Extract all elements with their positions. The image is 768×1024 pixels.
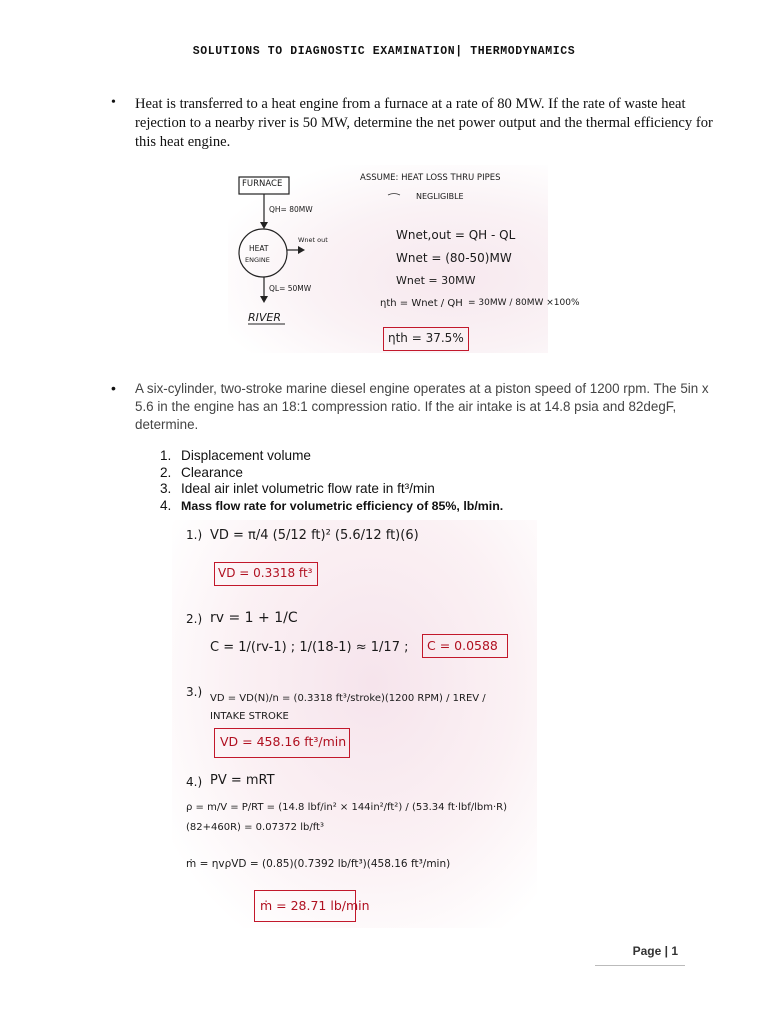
step-4-result: ṁ = 28.71 lb/min xyxy=(260,898,370,913)
page-header: SOLUTIONS TO DIAGNOSTIC EXAMINATION| THERMODYNAMICS xyxy=(192,45,576,58)
step-1-result: VD = 0.3318 ft³ xyxy=(218,566,313,580)
step-1-equation: VD = π/4 (5/12 ft)² (5.6/12 ft)(6) xyxy=(210,528,419,543)
step-3-result: VD = 458.16 ft³/min xyxy=(220,734,347,749)
assume-line-1: ASSUME: HEAT LOSS THRU PIPES xyxy=(360,173,501,183)
step-4-equation-3: ṁ = ηvρVD = (0.85)(0.7392 lb/ft³)(458.16 ft³/min) xyxy=(186,858,451,870)
step-4-equation-1: PV = mRT xyxy=(210,773,275,788)
step-2-equation-1: rv = 1 + 1/C xyxy=(210,610,298,626)
list-item: 2. Clearance xyxy=(160,464,243,480)
heat-engine-solution-figure xyxy=(228,165,580,353)
question-2 xyxy=(111,380,715,434)
list-item: 3. Ideal air inlet volumetric flow rate in ft³/min xyxy=(160,481,435,496)
page-number: Page | 1 xyxy=(632,944,678,958)
footer-divider xyxy=(595,965,685,966)
step-4-equation-2: ρ = m/V = P/RT = (14.8 lbf/in² × 144in²/ft²) / (53.34 ft·lbf/lbm·R)(82+460R) = 0.07372 lb/ft³ xyxy=(186,802,508,833)
step-3-equation: VD = VD(N)/n = (0.3318 ft³/stroke)(1200 RPM) / 1REV / INTAKE STROKE xyxy=(210,693,486,722)
equation-wnet-sub: Wnet = (80-50)MW xyxy=(396,251,512,265)
equation-wnet-result: Wnet = 30MW xyxy=(396,274,476,287)
efficiency-result: ηth = 37.5% xyxy=(388,331,464,345)
qh-label: QH= 80MW xyxy=(269,205,313,214)
ql-label: QL= 50MW xyxy=(269,284,312,293)
equation-efficiency-lhs: ηth = Wnet / QH xyxy=(380,298,463,309)
step-2-equation-2: C = 1/(rv-1) ; 1/(18-1) ≈ 1/17 ; xyxy=(210,640,409,655)
step-1-label: 1.) xyxy=(186,528,203,542)
step-2-result: C = 0.0588 xyxy=(427,638,498,653)
equation-efficiency-rhs: = 30MW / 80MW ×100% xyxy=(468,298,580,308)
question-2-items xyxy=(160,448,503,514)
list-item: 4. Mass flow rate for volumetric efficiency of 85%, lb/min. xyxy=(160,497,504,513)
question-1-text: Heat is transferred to a heat engine from a furnace at a rate of 80 MW. If the rate of waste heat rejection to a nearby river is 50 MW, determine the net power output and the thermal efficiency for this heat engine. xyxy=(135,96,713,150)
list-item: 1. Displacement volume xyxy=(160,448,311,463)
bullet: • xyxy=(111,95,116,110)
engine-label-line1: HEAT xyxy=(249,244,269,253)
equation-wnet: Wnet,out = QH - QL xyxy=(396,228,516,242)
bullet: • xyxy=(111,380,116,396)
step-2-label: 2.) xyxy=(186,612,203,626)
furnace-label: FURNACE xyxy=(242,179,283,189)
assume-line-2: NEGLIGIBLE xyxy=(416,192,464,201)
step-4-label: 4.) xyxy=(186,775,203,789)
diesel-engine-solution-figure xyxy=(172,520,537,928)
river-label: RIVER xyxy=(248,311,282,324)
step-3-label: 3.) xyxy=(186,685,203,699)
engine-label-line2: ENGINE xyxy=(245,256,270,264)
question-1 xyxy=(111,95,715,152)
wnet-out-label: Wnet out xyxy=(298,236,328,244)
question-2-text: A six-cylinder, two-stroke marine diesel engine operates at a piston speed of 1200 rpm. The 5in x 5.6 in the engine has an 18:1 compression ratio. If the air intake is at 14.8 psia and 82degF, determine. xyxy=(135,381,709,432)
